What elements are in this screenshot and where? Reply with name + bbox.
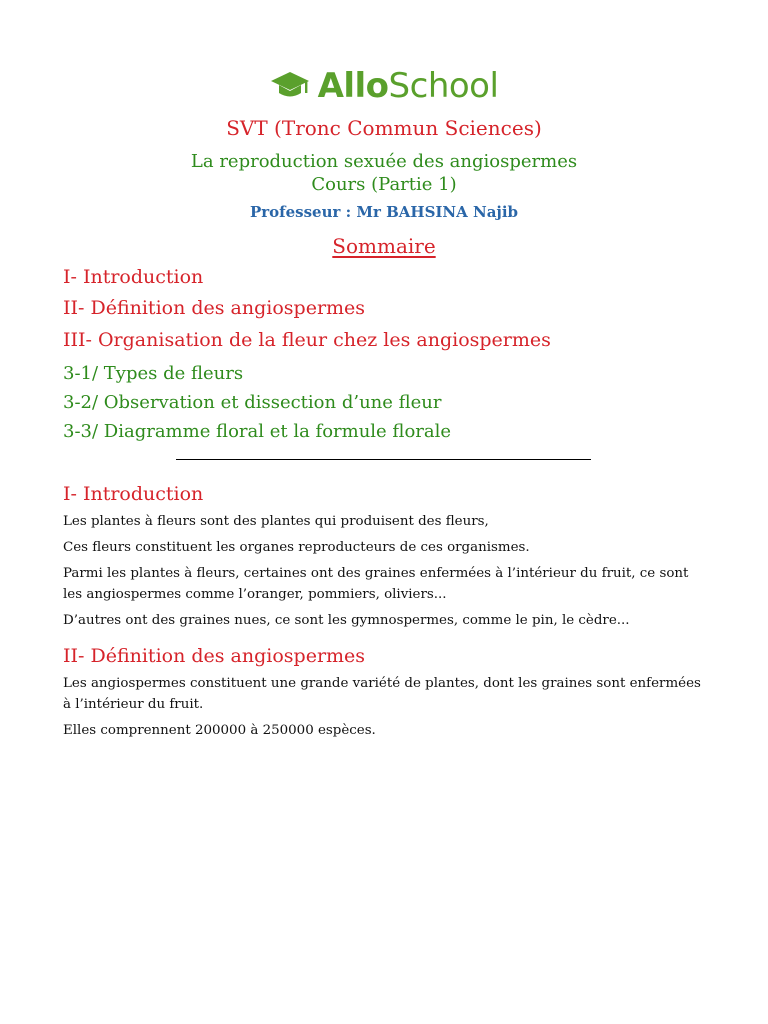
logo-wordmark	[318, 66, 499, 106]
summary-heading: Sommaire	[332, 234, 436, 258]
logo-text-regular: School	[388, 66, 499, 106]
logo-text-bold: Allo	[317, 66, 389, 106]
toc-item-introduction[interactable]: I- Introduction	[63, 266, 204, 288]
subject-title: SVT (Tronc Commun Sciences)	[226, 116, 542, 140]
toc-item-types-fleurs[interactable]: 3-1/ Types de fleurs	[63, 363, 244, 384]
paragraph-line: Les plantes à fleurs sont des plantes qui produisent des fleurs,	[63, 514, 489, 529]
graduation-cap-icon	[270, 70, 310, 102]
toc-item-observation[interactable]: 3-2/ Observation et dissection d’une fleur	[63, 392, 442, 413]
course-title: La reproduction sexuée des angiospermes	[190, 151, 578, 172]
paragraph-line: les angiospermes comme l’oranger, pommiers, oliviers...	[63, 587, 447, 602]
section-divider	[176, 459, 591, 460]
course-subtitle: Cours (Partie 1)	[311, 174, 457, 195]
paragraph-line: D’autres ont des graines nues, ce sont les gymnospermes, comme le pin, le cèdre...	[63, 613, 630, 628]
paragraph-line: Les angiospermes constituent une grande variété de plantes, dont les graines sont enfermées	[63, 676, 701, 691]
alloschool-logo[interactable]	[0, 66, 768, 106]
paragraph-line: Elles comprennent 200000 à 250000 espèces.	[63, 723, 376, 738]
professor-name: Professeur : Mr BAHSINA Najib	[249, 203, 519, 221]
section-heading-introduction: I- Introduction	[63, 483, 204, 505]
section-heading-definition: II- Définition des angiospermes	[63, 645, 366, 667]
toc-item-definition[interactable]: II- Définition des angiospermes	[63, 297, 366, 319]
paragraph-line: Ces fleurs constituent les organes reproducteurs de ces organismes.	[63, 540, 530, 555]
paragraph-line: Parmi les plantes à fleurs, certaines ont des graines enfermées à l’intérieur du fruit, ce sont	[63, 566, 689, 581]
paragraph-line: à l’intérieur du fruit.	[63, 697, 204, 712]
toc-item-diagramme[interactable]: 3-3/ Diagramme floral et la formule florale	[63, 421, 452, 442]
toc-item-organisation[interactable]: III- Organisation de la fleur chez les angiospermes	[63, 329, 551, 351]
